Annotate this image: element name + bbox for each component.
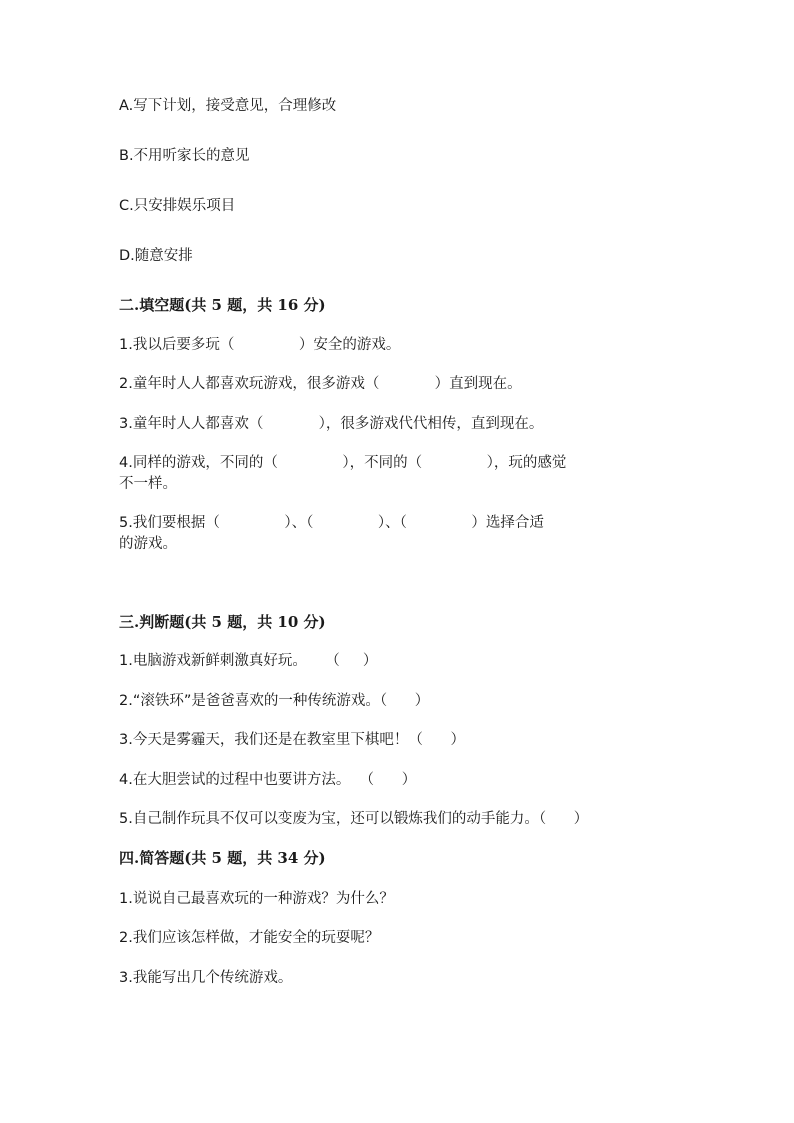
section4-question-2: 2.我们应该怎样做，才能安全的玩耍呢？ xyxy=(119,930,380,946)
section2-question-4: 4.同样的游戏，不同的（ ），不同的（ ），玩的感觉 xyxy=(119,455,567,471)
section4-heading: 四.简答题(共 5 题，共 34 分) xyxy=(119,849,326,867)
section2-question-5: 5.我们要根据（ ）、（ ）、（ ）选择合适 xyxy=(119,515,544,531)
section2-question-2: 2.童年时人人都喜欢玩游戏，很多游戏（ ）直到现在。 xyxy=(119,376,522,392)
section4-question-1: 1.说说自己最喜欢玩的一种游戏？为什么？ xyxy=(119,891,394,907)
option-b: B.不用听家长的意见 xyxy=(119,148,250,164)
section3-question-2: 2.“滚铁环”是爸爸喜欢的一种传统游戏。（ ） xyxy=(119,693,430,709)
option-a: A.写下计划，接受意见，合理修改 xyxy=(119,98,337,114)
section3-question-5: 5.自己制作玩具不仅可以变废为宝，还可以锻炼我们的动手能力。（ ） xyxy=(119,811,589,827)
option-d: D.随意安排 xyxy=(119,248,193,264)
section3-question-1: 1.电脑游戏新鲜刺激真好玩。 （ ） xyxy=(119,653,378,669)
section4-question-3: 3.我能写出几个传统游戏。 xyxy=(119,970,293,986)
section3-heading: 三.判断题(共 5 题，共 10 分) xyxy=(119,613,326,631)
section2-question-3: 3.童年时人人都喜欢（ ），很多游戏代代相传，直到现在。 xyxy=(119,416,544,432)
section2-question-1: 1.我以后要多玩（ ）安全的游戏。 xyxy=(119,337,401,353)
section2-heading: 二.填空题(共 5 题，共 16 分) xyxy=(119,296,326,314)
section3-question-4: 4.在大胆尝试的过程中也要讲方法。 （ ） xyxy=(119,772,417,788)
section2-question-4-cont: 不一样。 xyxy=(119,476,177,492)
option-c: C.只安排娱乐项目 xyxy=(119,198,236,214)
section3-question-3: 3.今天是雾霾天，我们还是在教室里下棋吧！（ ） xyxy=(119,732,465,748)
section2-question-5-cont: 的游戏。 xyxy=(119,536,177,552)
